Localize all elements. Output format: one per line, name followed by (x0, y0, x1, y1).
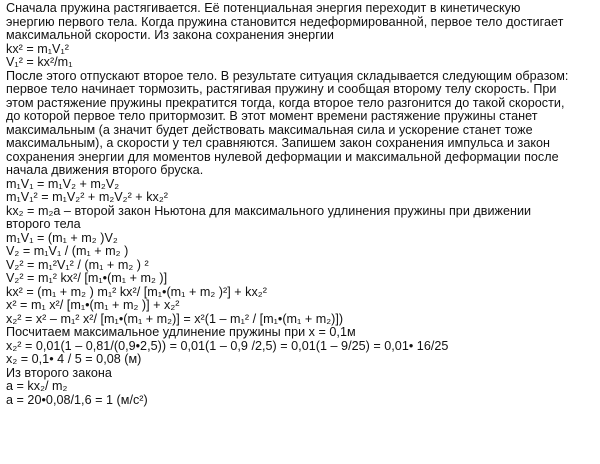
formula-x2-calc: x₂² = 0,01(1 – 0,81/(0,9•2,5)) = 0,01(1 – 0,9 /2,5) = 0,01(1 – 9/25) = 0,01• 16/25 (6, 338, 449, 353)
formula-x2-squared: x₂² = x² – m₁² x²/ [m₁•(m₁ + m₂)] = x²(1 – m₁² / [m₁•(m₁ + m₂)]) (6, 311, 344, 326)
formula-v2-squared: V₂² = m₁²V₁² / (m₁ + m₂ ) ² (6, 257, 149, 272)
text-calculate: Посчитаем максимальное удлинение пружины при x = 0,1м (6, 325, 356, 339)
formula-x-squared: x² = m₁ x²/ [m₁•(m₁ + m₂ )] + x₂² (6, 298, 180, 312)
text-line-11: максимальным), а скорости у тел сравняются. Запишем закон сохранения импульса и закон (6, 136, 551, 150)
text-line-9: до которой первое тело притормозит. В этот момент времени растяжение пружины станет (6, 109, 538, 123)
formula-energy: kx² = m₁V₁² (6, 41, 69, 56)
text-line-13: начала движения второго бруска. (6, 163, 204, 177)
formula-v1-squared: V₁² = kx²/m₁ (6, 55, 73, 69)
formula-kx-squared: kx² = (m₁ + m₂ ) m₁² kx²/ [m₁•(m₁ + m₂ )²] + kx₂² (6, 284, 267, 299)
formula-a: a = kx₂/ m₂ (6, 379, 68, 393)
formula-x2-result: x₂ = 0,1• 4 / 5 = 0,08 (м) (6, 352, 142, 366)
formula-energy-conservation: m₁V₁² = m₁V₂² + m₂V₂² + kx₂² (6, 190, 168, 204)
formula-momentum-2: m₁V₁ = (m₁ + m₂ )V₂ (6, 230, 118, 245)
formula-v2: V₂ = m₁V₁ / (m₁ + m₂ ) (6, 244, 129, 258)
text-newton-law: kx₂ = m₂a – второй закон Ньютона для максимального удлинения пружины при движении (6, 203, 532, 218)
text-line-7: первое тело начинает тормозить, растягивая пружину и сообщая второму телу скорость. При (6, 82, 557, 96)
text-line-3: максимальной скорости. Из закона сохранения энергии (6, 28, 334, 42)
text-second-law: Из второго закона (6, 365, 112, 380)
formula-v2-squared-2: V₂² = m₁² kx²/ [m₁•(m₁ + m₂ )] (6, 271, 168, 285)
formula-momentum: m₁V₁ = m₁V₂ + m₂V₂ (6, 176, 120, 191)
text-line-2: энергию первого тела. Когда пружина становится недеформированной, первое тело достигает (6, 14, 564, 29)
formula-a-result: a = 20•0,08/1,6 = 1 (м/с²) (6, 392, 148, 407)
text-line-10: максимальным (а значит будет действовать максимальная сила и ускорение станет тоже (6, 122, 533, 137)
text-line-12: сохранения энергии для моментов нулевой деформации и максимальной деформации после (6, 149, 559, 164)
text-line-1: Сначала пружина растягивается. Её потенциальная энергия переходит в кинетическую (6, 1, 521, 15)
text-line-6: После этого отпускают второе тело. В результате ситуация складывается следующим образом: (6, 68, 569, 83)
text-line-17: второго тела (6, 217, 81, 231)
text-line-8: этом растяжение пружины прекратится тогда, когда второе тело разгонится до такой скорости, (6, 95, 565, 110)
